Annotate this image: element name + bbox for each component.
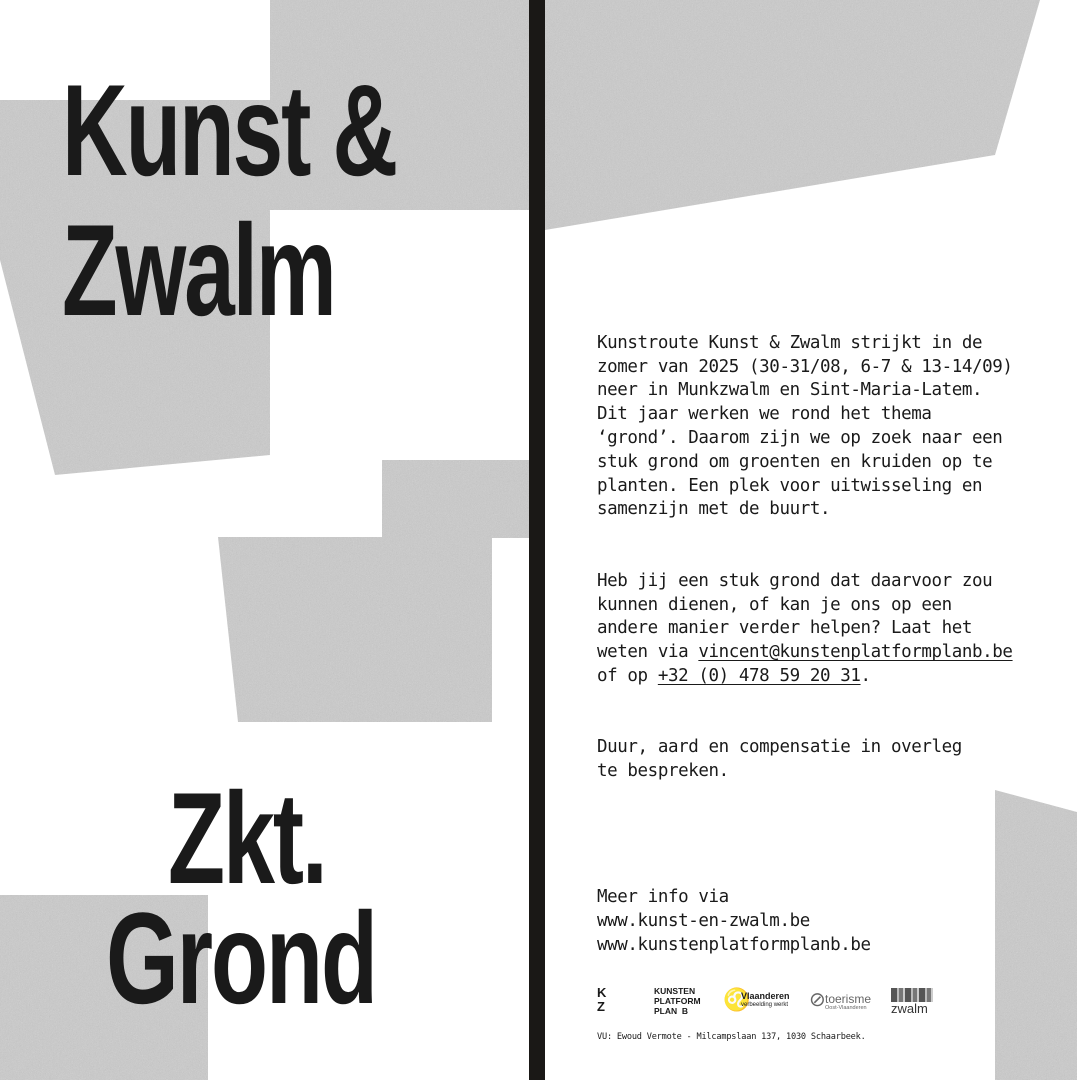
headline-kunst-en-zwalm (62, 57, 397, 343)
headline-zkt-grond (106, 765, 376, 1031)
paragraph-request (597, 570, 1067, 689)
sponsor-logos (597, 986, 947, 1020)
phone-link[interactable]: +32 (0) 478 59 20 31 (657, 665, 861, 686)
center-divider (529, 0, 545, 1080)
logo-zwalm (891, 986, 935, 1018)
logo-vlaanderen-name: Vlaanderen (741, 991, 790, 1001)
headline-line-1: Kunst & (62, 57, 397, 203)
texture-shape-mid-center (218, 537, 382, 722)
website-link-kunst-en-zwalm[interactable]: www.kunst-en-zwalm.be (597, 910, 810, 931)
logo-toerisme-name: toerisme (825, 992, 872, 1006)
logo-kpb-line2: PLATFORM (654, 996, 701, 1006)
more-info-label: Meer info via (597, 887, 729, 907)
logo-vlaanderen (723, 986, 798, 1018)
logo-toerisme-oost-vlaanderen (809, 986, 881, 1018)
headline-line-2: Zwalm (62, 197, 335, 343)
paragraph-terms: Duur, aard en compensatie in overleg te bespreken. (597, 737, 962, 782)
lion-icon: ♌ (723, 987, 751, 1012)
logo-kpb-line1: KUNSTEN (654, 986, 696, 996)
logo-kpb-line3: PLAN B (654, 1006, 688, 1016)
logo-vlaanderen-tag: verbeelding werkt (741, 1002, 789, 1008)
texture-shape-mid-right (382, 460, 529, 722)
logo-kunstenplatform-plan-b (654, 986, 714, 1018)
website-link-kunstenplatform[interactable]: www.kunstenplatformplanb.be (597, 934, 871, 955)
body-text (597, 308, 1067, 832)
toerisme-swirl-icon: ⊘ (809, 989, 826, 1011)
request-mid-text: of op (597, 665, 648, 686)
headline-line-zkt: Zkt. (167, 765, 326, 911)
request-end-text: . (860, 665, 871, 686)
headline-line-grond: Grond (106, 885, 376, 1031)
logo-kunst-en-zwalm (597, 986, 631, 1018)
responsible-publisher: VU: Ewoud Vermote - Milcampslaan 137, 1030 Schaarbeek. (597, 1032, 866, 1042)
logo-kz-line2: Z (597, 999, 605, 1014)
request-text: Heb jij een stuk grond dat daarvoor zou kunnen dienen, of kan je ons op een andere manier verder helpen? Laat het weten via (597, 570, 993, 663)
email-link[interactable]: vincent@kunstenplatformplanb.be (698, 642, 1013, 663)
paragraph-intro: Kunstroute Kunst & Zwalm strijkt in de zomer van 2025 (30-31/08, 6-7 & 13-14/09) neer in Munkzwalm en Sint-Maria-Latem. Dit jaar werken we rond het thema ‘grond’. Daarom zijn we op zoek naar een stuk grond om groenten en kruiden op te planten. Een plek voor uitwisseling en samenzijn met de buurt. (597, 332, 1013, 520)
logo-toerisme-tag: Oost-Vlaanderen (825, 1005, 867, 1011)
logo-kz-line1: K (597, 985, 607, 1000)
zwalm-grid-icon (891, 988, 933, 1002)
logo-zwalm-name: zwalm (891, 1001, 928, 1016)
texture-shape-top-right (545, 0, 1040, 230)
more-info (597, 886, 1067, 957)
